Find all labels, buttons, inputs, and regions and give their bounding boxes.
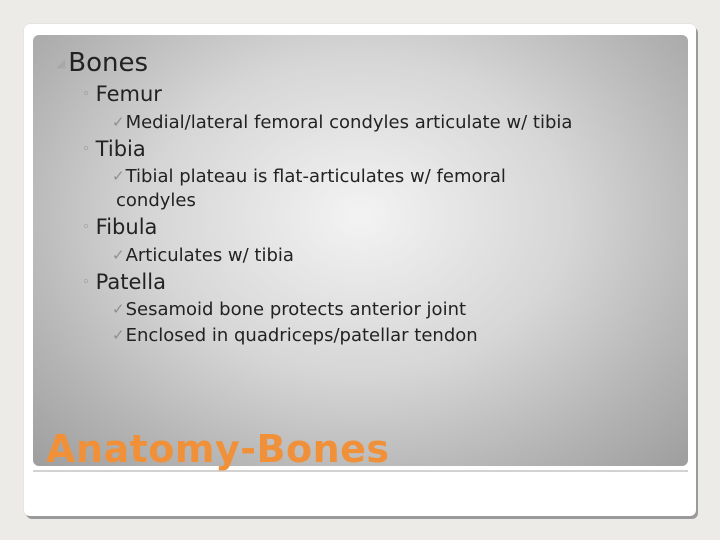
tibia-sub-text: Tibial plateau is flat-articulates w/ femoral xyxy=(125,166,506,187)
flag-bullet-icon: ◢ xyxy=(56,56,66,70)
fibula-sub-1 xyxy=(112,245,294,266)
checkmark-bullet-icon: ✓ xyxy=(112,300,125,318)
bullet-femur xyxy=(82,82,162,106)
patella-label: Patella xyxy=(95,270,166,294)
checkmark-bullet-icon: ✓ xyxy=(112,326,125,344)
bullet-patella xyxy=(82,270,166,294)
femur-sub-1 xyxy=(112,112,572,133)
patella-sub-text-2: Enclosed in quadriceps/patellar tendon xyxy=(125,325,478,346)
bullet-tibia xyxy=(82,137,146,161)
fibula-sub-text: Articulates w/ tibia xyxy=(125,245,294,266)
bones-label: Bones xyxy=(68,48,148,78)
tibia-sub-1 xyxy=(112,166,506,187)
femur-label: Femur xyxy=(95,82,162,106)
femur-sub-text: Medial/lateral femoral condyles articulate w/ tibia xyxy=(125,112,573,133)
patella-sub-text-1: Sesamoid bone protects anterior joint xyxy=(125,299,467,320)
tibia-sub-text-continued: condyles xyxy=(116,190,196,211)
checkmark-bullet-icon: ✓ xyxy=(112,113,125,131)
slide-title: Anatomy-Bones xyxy=(46,427,390,471)
checkmark-bullet-icon: ✓ xyxy=(112,167,125,185)
tibia-sub-1-continued xyxy=(116,190,196,211)
ring-bullet-icon: ◦ xyxy=(82,275,90,290)
ring-bullet-icon: ◦ xyxy=(82,220,90,235)
bullet-fibula xyxy=(82,215,157,239)
patella-sub-1 xyxy=(112,299,466,320)
ring-bullet-icon: ◦ xyxy=(82,87,90,102)
tibia-label: Tibia xyxy=(95,137,146,161)
bullet-level1-bones xyxy=(56,48,148,78)
patella-sub-2 xyxy=(112,325,478,346)
checkmark-bullet-icon: ✓ xyxy=(112,246,125,264)
fibula-label: Fibula xyxy=(95,215,158,239)
ring-bullet-icon: ◦ xyxy=(82,142,90,157)
